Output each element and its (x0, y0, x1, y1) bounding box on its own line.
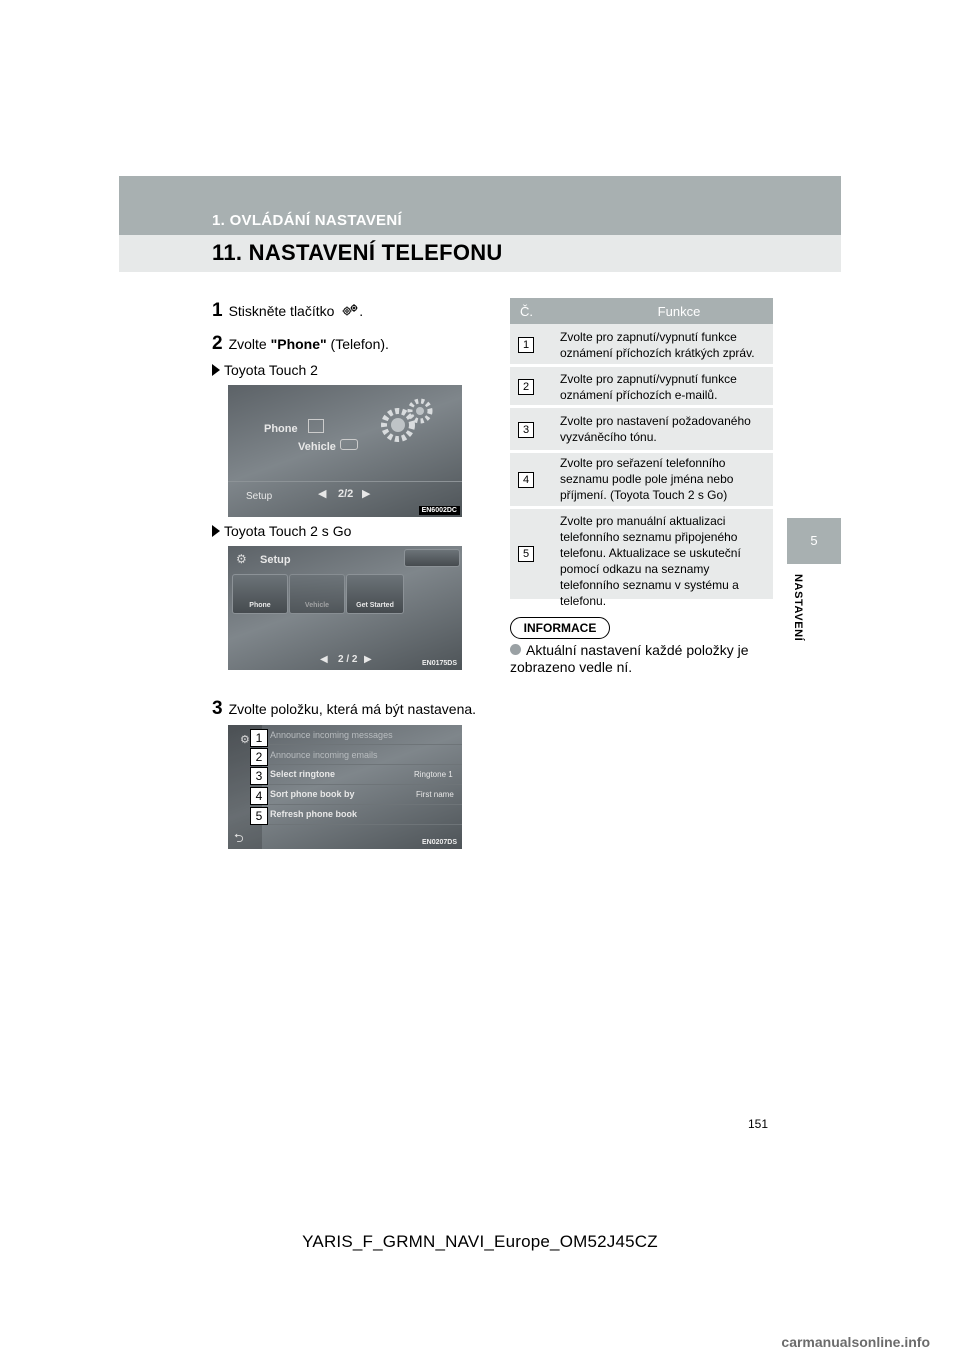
setup-gear-icon: ⚙ (240, 734, 250, 746)
table-row: 1 Zvolte pro zapnutí/vypnutí funkce oznámení příchozích krátkých zpráv. (510, 324, 773, 364)
tile-get-started: Get Started (346, 574, 404, 614)
function-table-header: Č. Funkce (510, 298, 773, 324)
callout-2: 2 (250, 748, 268, 766)
variant-heading-2: Toyota Touch 2 s Go (212, 523, 351, 539)
callout-5: 5 (250, 807, 268, 825)
screen-setup-title: Setup (260, 554, 291, 566)
section-label: 1. OVLÁDÁNÍ NASTAVENÍ (212, 212, 402, 229)
vehicle-icon (340, 439, 358, 450)
image-code: EN6002DC (419, 506, 460, 515)
table-row: 5 Zvolte pro manuální aktualizaci telefonního seznamu připojeného telefonu. Aktualizace se uskuteční pomocí odkazu na seznamy telefonního seznamu v systému a telefonu. (510, 509, 773, 599)
setup-gear-icon: ⚙ (236, 552, 247, 566)
watermark: carmanualsonline.info (781, 1334, 930, 1350)
screenshot-phone-settings: ⚙ ⮌ 1 Announce incoming messages 2 Announce incoming emails 3 Select ringtone Ringtone 1 4 Sort phone book by First name 5 Refresh phone book EN0207DS (228, 725, 462, 849)
table-row: 2 Zvolte pro zapnutí/vypnutí funkce oznámení příchozích e-mailů. (510, 367, 773, 405)
variant-heading-1: Toyota Touch 2 (212, 362, 318, 378)
bullet-dot-icon (510, 644, 521, 655)
prev-page-arrow-icon: ◀ (320, 654, 328, 665)
info-note: Aktuální nastavení každé položky je zobrazeno vedle ní. (510, 642, 749, 675)
tile-vehicle: Vehicle (289, 574, 345, 614)
screenshot-toyota-touch-2-go (228, 546, 462, 670)
screen-setup-label: Setup (246, 491, 273, 502)
chapter-label: NASTAVENÍ (792, 574, 804, 642)
table-row: 3 Zvolte pro nastavení požadovaného vyzváněcího tónu. (510, 408, 773, 450)
image-code: EN0207DS (421, 839, 457, 846)
callout-3: 3 (250, 767, 268, 785)
document-code: YARIS_F_GRMN_NAVI_Europe_OM52J45CZ (302, 1232, 658, 1251)
tile-phone: Phone (232, 574, 288, 614)
screenshot-toyota-touch-2 (228, 385, 462, 517)
triangle-bullet-icon (212, 364, 220, 376)
screen-vehicle-label: Vehicle (298, 441, 336, 453)
info-badge: INFORMACE (510, 617, 610, 639)
step-1: 1 Stiskněte tlačítko . (212, 300, 364, 321)
triangle-bullet-icon (212, 525, 220, 537)
back-arrow-icon: ⮌ (234, 831, 244, 845)
screen-phone-label: Phone (264, 423, 298, 435)
large-gear-icon (368, 391, 448, 451)
phone-icon (308, 419, 324, 433)
table-row: 4 Zvolte pro seřazení telefonního seznamu podle pole jména nebo příjmení. (Toyota Touch 2 s Go) (510, 453, 773, 506)
step-3: 3 Zvolte položku, která má být nastavena. (212, 698, 477, 719)
callout-1: 1 (250, 729, 268, 747)
screen-page-indicator: 2/2 (338, 488, 354, 500)
page-title: 11. NASTAVENÍ TELEFONU (212, 240, 503, 265)
step-2: 2 Zvolte "Phone" (Telefon). (212, 333, 389, 354)
prev-page-arrow-icon: ◀ (318, 488, 327, 500)
callout-4: 4 (250, 787, 268, 805)
page-number: 151 (748, 1117, 769, 1131)
next-page-arrow-icon: ▶ (364, 654, 372, 665)
status-bar (404, 549, 460, 567)
settings-gear-icon (341, 303, 359, 317)
chapter-number: 5 (810, 533, 818, 548)
next-page-arrow-icon: ▶ (362, 488, 371, 500)
screen-page-indicator: 2 / 2 (338, 654, 358, 665)
image-code: EN0175DS (421, 660, 457, 667)
